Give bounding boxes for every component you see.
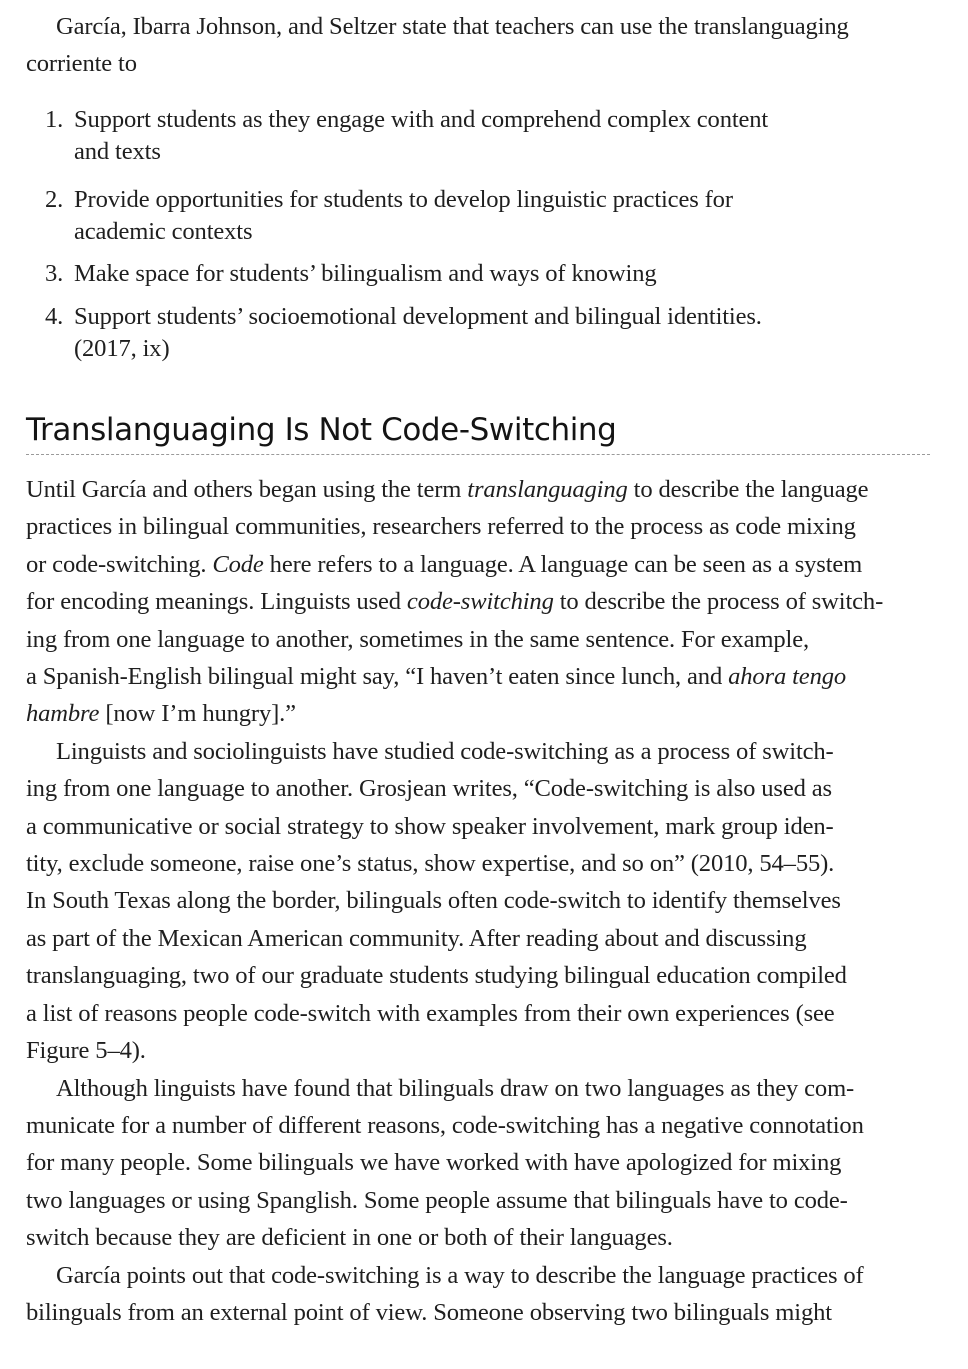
paragraph-3 <box>26 1070 930 1257</box>
paragraph-line: hambre [now I’m hungry].” <box>26 700 296 728</box>
paragraph-line: as part of the Mexican American community. After reading about and discussing <box>26 924 807 952</box>
list-item-line: Support students as they engage with and comprehend complex content <box>74 106 769 133</box>
paragraph-line: practices in bilingual communities, researchers referred to the process as code mixing <box>26 513 856 541</box>
list-item-line: Support students’ socioemotional development and bilingual identities. <box>74 303 762 330</box>
list-item-line: (2017, ix) <box>74 335 170 362</box>
paragraph-line: or code-switching. Code here refers to a language. A language can be seen as a system <box>26 550 863 578</box>
list-item-line: and texts <box>74 138 161 165</box>
list-item-line: academic contexts <box>74 218 253 245</box>
list-number: 2. <box>45 186 64 213</box>
paragraph-line: a Spanish-English bilingual might say, “I haven’t eaten since lunch, and ahora tengo <box>26 663 847 691</box>
paragraph-line: García points out that code-switching is a way to describe the language practices of <box>56 1261 864 1289</box>
paragraph-line: municate for a number of different reasons, code-switching has a negative connotation <box>26 1111 864 1139</box>
list-item <box>45 104 845 168</box>
list-number: 1. <box>45 106 64 133</box>
paragraph-line: for encoding meanings. Linguists used code-switching to describe the process of switch- <box>26 588 884 616</box>
list-number: 4. <box>45 303 64 330</box>
list-item <box>45 301 845 365</box>
paragraph-line: Figure 5–4). <box>26 1037 146 1065</box>
paragraph-line: for many people. Some bilinguals we have worked with have apologized for mixing <box>26 1149 842 1177</box>
page <box>26 0 930 83</box>
list-item <box>45 258 845 290</box>
paragraph-line: two languages or using Spanglish. Some people assume that bilinguals have to code- <box>26 1186 848 1214</box>
body-text <box>26 471 930 1331</box>
paragraph-line: ing from one language to another, sometimes in the same sentence. For example, <box>26 625 809 653</box>
paragraph-line: tity, exclude someone, raise one’s status, show expertise, and so on” (2010, 54–55). <box>26 850 835 878</box>
numbered-list <box>45 104 845 365</box>
list-item-line: Make space for students’ bilingualism and ways of knowing <box>74 260 657 287</box>
paragraph-1 <box>26 471 930 733</box>
list-item <box>45 184 845 248</box>
paragraph-line: Until García and others began using the term translanguaging to describe the language <box>26 476 869 503</box>
paragraph-4 <box>26 1257 930 1332</box>
paragraph-line: In South Texas along the border, bilinguals often code-switch to identify themselves <box>26 887 841 915</box>
paragraph-line: switch because they are deficient in one or both of their languages. <box>26 1224 673 1252</box>
paragraph-2 <box>26 733 930 1070</box>
intro-line-2: corriente to <box>26 50 137 78</box>
paragraph-line: a communicative or social strategy to show speaker involvement, mark group iden- <box>26 812 834 840</box>
intro-paragraph <box>26 0 930 83</box>
paragraph-line: ing from one language to another. Grosjean writes, “Code-switching is also used as <box>26 775 832 803</box>
section-heading: Translanguaging Is Not Code-Switching <box>26 412 930 455</box>
list-item-line: Provide opportunities for students to develop linguistic practices for <box>74 186 733 213</box>
paragraph-line: Although linguists have found that bilinguals draw on two languages as they com- <box>56 1074 855 1102</box>
list-number: 3. <box>45 260 64 287</box>
intro-line-1: García, Ibarra Johnson, and Seltzer state that teachers can use the translanguaging <box>56 13 849 40</box>
paragraph-line: a list of reasons people code-switch with examples from their own experiences (see <box>26 999 835 1027</box>
paragraph-line: bilinguals from an external point of view. Someone observing two bilinguals might <box>26 1298 832 1326</box>
paragraph-line: translanguaging, two of our graduate students studying bilingual education compiled <box>26 962 847 990</box>
paragraph-line: Linguists and sociolinguists have studied code-switching as a process of switch- <box>56 737 834 765</box>
